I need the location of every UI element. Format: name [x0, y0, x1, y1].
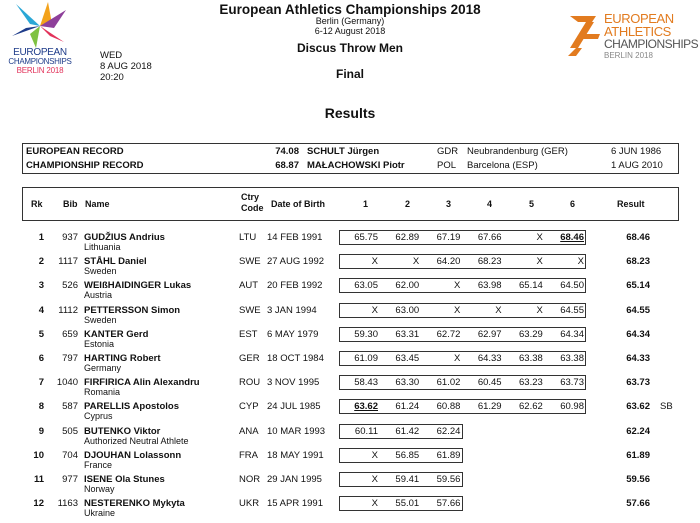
attempt-3: 62.24 [436, 425, 461, 437]
attempt-1: 59.30 [354, 328, 378, 340]
record-date: 6 JUN 1986 [611, 146, 662, 157]
athlete-country: Estonia [84, 338, 115, 349]
bib-cell: 1163 [57, 498, 78, 510]
result-cell: 63.62 [626, 401, 650, 413]
result-cell: 61.89 [626, 449, 650, 461]
attempt-2: 63.45 [395, 353, 420, 364]
bib-cell: 587 [62, 401, 78, 413]
table-row [0, 253, 700, 277]
attempts-box [339, 278, 586, 293]
attempt-2: 59.41 [395, 474, 420, 485]
table-row [0, 423, 700, 447]
country-code: CYP [239, 401, 259, 413]
rank-cell: 10 [33, 449, 44, 461]
results-heading: Results [324, 105, 376, 121]
attempt-3: 61.89 [436, 449, 461, 461]
attempt-2: 63.00 [395, 304, 420, 316]
country-code: EST [239, 328, 258, 340]
attempt-2: 55.01 [395, 498, 420, 510]
attempts-box [339, 448, 463, 463]
record-nat: POL [437, 160, 457, 171]
bib-cell: 659 [62, 328, 78, 340]
date-of-birth: 3 JAN 1994 [267, 304, 317, 316]
athlete-name: HARTING Robert [84, 353, 161, 364]
attempt-3: 61.02 [436, 377, 461, 389]
result-cell: 64.55 [626, 304, 650, 316]
table-row [0, 447, 700, 471]
col-attempt-5: 5 [529, 199, 535, 209]
country-code: ANA [239, 425, 259, 437]
athlete-country: Authorized Neutral Athlete [84, 435, 189, 446]
col-result: Result [617, 199, 645, 209]
athlete-country: France [84, 459, 113, 470]
bib-cell: 937 [62, 232, 78, 243]
athlete-name: PARELLIS Apostolos [84, 401, 179, 413]
attempt-4: 64.33 [477, 353, 502, 364]
logo-left-line3: BERLIN 2018 [16, 66, 64, 75]
record-venue: Neubrandenburg (GER) [467, 146, 568, 157]
record-athlete: SCHULT Jürgen [307, 146, 380, 157]
date-of-birth: 20 FEB 1992 [267, 280, 323, 292]
attempt-6: 68.46 [560, 232, 584, 243]
country-code: SWE [239, 304, 261, 316]
championships-logo-right [566, 12, 698, 68]
logo-right-line4: BERLIN 2018 [604, 51, 653, 60]
attempt-1: 60.11 [354, 425, 378, 437]
attempt-1: 63.62 [354, 401, 378, 413]
athlete-country: Romania [84, 387, 121, 398]
result-cell: 62.24 [626, 425, 650, 437]
attempt-2: 56.85 [395, 449, 420, 461]
table-row [0, 326, 700, 350]
attempt-3: 62.72 [436, 328, 461, 340]
attempt-1: 58.43 [354, 377, 378, 389]
athlete-name: WEIßHAIDINGER Lukas [84, 280, 192, 292]
result-cell: 63.73 [626, 377, 650, 389]
col-dob: Date of Birth [271, 199, 325, 209]
runner-logo-icon [566, 14, 602, 58]
attempt-1: 61.09 [354, 353, 378, 364]
attempt-2: 63.31 [395, 328, 420, 340]
col-attempt-1: 1 [363, 199, 369, 209]
attempt-3: 59.56 [436, 474, 461, 485]
rank-cell: 6 [38, 353, 44, 364]
attempts-box [339, 351, 586, 366]
star-logo-icon [6, 2, 74, 50]
logo-left-line1: EUROPEAN [13, 47, 67, 58]
athlete-country: Ukraine [84, 508, 116, 519]
attempt-6: 60.98 [560, 401, 584, 413]
attempts-box [339, 230, 586, 245]
rank-cell: 11 [33, 474, 44, 485]
athlete-name: GUDŽIUS Andrius [84, 232, 165, 243]
attempts-box [339, 399, 586, 414]
attempt-3: X [454, 353, 461, 364]
country-code: AUT [239, 280, 258, 292]
athlete-country: Germany [84, 363, 122, 373]
country-code: ROU [239, 377, 261, 389]
attempt-3: 57.66 [436, 498, 461, 510]
table-row [0, 495, 700, 519]
athlete-name: FIRFIRICA Alin Alexandru [84, 377, 200, 389]
attempt-5: 62.62 [519, 401, 543, 413]
bib-cell: 1040 [56, 377, 78, 389]
attempt-5: X [536, 232, 543, 243]
records-box [22, 143, 679, 174]
record-label: CHAMPIONSHIP RECORD [26, 160, 144, 171]
remark-cell: SB [660, 401, 673, 413]
athlete-name: ISENE Ola Stunes [84, 474, 165, 485]
record-venue: Barcelona (ESP) [467, 160, 538, 171]
record-label: EUROPEAN RECORD [26, 146, 124, 157]
record-nat: GDR [437, 146, 459, 157]
col-attempt-3: 3 [446, 199, 452, 209]
athlete-name: NESTERENKO Mykyta [84, 498, 185, 510]
bib-cell: 526 [62, 280, 78, 292]
attempt-4: 67.66 [477, 232, 502, 243]
venue-dates: 6-12 August 2018 [314, 26, 386, 36]
rank-cell: 12 [33, 498, 44, 510]
rank-cell: 2 [38, 256, 44, 268]
logo-right-line1: EUROPEAN [604, 11, 674, 26]
col-attempt-2: 2 [405, 199, 411, 209]
record-athlete: MAŁACHOWSKI Piotr [307, 160, 405, 171]
attempt-4: 62.97 [477, 328, 502, 340]
result-cell: 68.23 [626, 256, 650, 268]
athlete-country: Austria [84, 290, 113, 301]
result-cell: 65.14 [626, 280, 650, 292]
attempt-1: 65.75 [354, 232, 378, 243]
championship-record-row [23, 159, 678, 173]
result-cell: 64.33 [626, 353, 650, 364]
date-of-birth: 15 APR 1991 [267, 498, 323, 510]
attempt-2: 62.00 [395, 280, 420, 292]
date-of-birth: 27 AUG 1992 [267, 256, 325, 268]
attempt-1: X [371, 304, 378, 316]
date-of-birth: 6 MAY 1979 [267, 328, 319, 340]
table-row [0, 471, 700, 495]
attempt-5: 63.38 [519, 353, 543, 364]
session-info [100, 50, 152, 83]
logo-right-line2: ATHLETICS [604, 24, 671, 39]
col-attempt-6: 6 [570, 199, 576, 209]
country-code: UKR [239, 498, 260, 510]
attempts-box [339, 424, 463, 439]
date-of-birth: 18 OCT 1984 [267, 353, 324, 364]
round-title: Final [335, 67, 364, 81]
col-code: Code [241, 203, 264, 213]
attempt-4: 68.23 [477, 256, 502, 268]
bib-cell: 704 [62, 449, 78, 461]
attempt-2: 63.30 [395, 377, 420, 389]
bib-cell: 505 [62, 425, 78, 437]
result-cell: 59.56 [626, 474, 650, 485]
table-row [0, 350, 700, 374]
attempts-box [339, 327, 586, 342]
record-mark: 74.08 [275, 146, 299, 157]
athlete-country: Norway [84, 484, 115, 494]
col-attempt-4: 4 [487, 199, 493, 209]
date-of-birth: 29 JAN 1995 [267, 474, 322, 485]
attempt-3: 67.19 [436, 232, 461, 243]
result-cell: 57.66 [626, 498, 650, 510]
table-header [22, 187, 679, 221]
date-of-birth: 10 MAR 1993 [267, 425, 326, 437]
col-name: Name [85, 199, 110, 209]
rank-cell: 5 [38, 328, 44, 340]
attempt-2: X [412, 256, 420, 268]
table-row [0, 229, 700, 253]
attempt-1: X [371, 449, 378, 461]
bib-cell: 1117 [58, 256, 78, 268]
rank-cell: 4 [38, 304, 44, 316]
session-time: 20:20 [100, 72, 124, 83]
attempt-6: X [577, 256, 584, 268]
attempt-1: X [371, 256, 378, 268]
venue-info [170, 16, 530, 36]
result-cell: 64.34 [626, 328, 650, 340]
col-rank: Rk [31, 199, 43, 209]
attempt-3: 60.88 [436, 401, 461, 413]
page-title: European Athletics Championships 2018 [219, 2, 481, 17]
attempt-4: 60.45 [477, 377, 502, 389]
country-code: FRA [239, 449, 258, 461]
attempt-5: X [536, 304, 543, 316]
date-of-birth: 14 FEB 1991 [267, 232, 323, 243]
attempt-6: 64.34 [560, 328, 584, 340]
attempt-1: X [371, 474, 378, 485]
championships-logo-left [6, 2, 74, 78]
country-code: NOR [239, 474, 261, 485]
attempt-4: 63.98 [477, 280, 502, 292]
bib-cell: 1112 [58, 304, 78, 316]
result-cell: 68.46 [626, 232, 650, 243]
col-ctry: Ctry [241, 192, 260, 202]
venue-city: Berlin (Germany) [315, 16, 385, 26]
attempt-4: X [495, 304, 502, 316]
rank-cell: 9 [38, 425, 44, 437]
attempt-5: 63.29 [519, 328, 543, 340]
attempts-box [339, 472, 463, 487]
rank-cell: 7 [38, 377, 44, 389]
attempts-box [339, 496, 463, 511]
attempt-1: 63.05 [354, 280, 378, 292]
athlete-name: KANTER Gerd [84, 328, 149, 340]
table-row [0, 398, 700, 422]
rank-cell: 1 [38, 232, 44, 243]
date-of-birth: 3 NOV 1995 [267, 377, 320, 389]
record-date: 1 AUG 2010 [611, 160, 663, 171]
attempt-5: 65.14 [519, 280, 543, 292]
date-of-birth: 24 JUL 1985 [267, 401, 321, 413]
athlete-name: STÅHL Daniel [84, 256, 147, 268]
rank-cell: 8 [38, 401, 44, 413]
date-of-birth: 18 MAY 1991 [267, 449, 324, 461]
attempts-box [339, 303, 586, 318]
country-code: GER [239, 353, 260, 364]
attempt-3: 64.20 [436, 256, 461, 268]
athlete-country: Sweden [84, 314, 117, 325]
athlete-country: Sweden [84, 266, 117, 277]
athlete-country: Lithuania [84, 242, 121, 252]
attempt-5: 63.23 [519, 377, 543, 389]
attempts-box [339, 375, 586, 390]
country-code: SWE [239, 256, 261, 268]
attempt-3: X [454, 304, 461, 316]
table-row [0, 374, 700, 398]
athlete-name: BUTENKO Viktor [84, 425, 161, 437]
rank-cell: 3 [38, 280, 44, 292]
attempt-1: X [371, 498, 378, 510]
athlete-country: Cyprus [84, 411, 113, 422]
session-day: WED [100, 50, 123, 61]
attempt-3: X [454, 280, 461, 292]
logo-left-line2: CHAMPIONSHIPS [8, 57, 72, 66]
table-row [0, 277, 700, 301]
bib-cell: 977 [62, 474, 78, 485]
athlete-name: PETTERSSON Simon [84, 304, 181, 316]
col-bib: Bib [63, 199, 78, 209]
attempts-box [339, 254, 586, 269]
attempt-4: 61.29 [477, 401, 502, 413]
attempt-6: 63.38 [560, 353, 584, 364]
logo-right-line3: CHAMPIONSHIPS [604, 37, 699, 51]
table-row [0, 302, 700, 326]
country-code: LTU [239, 232, 257, 243]
attempt-6: 64.50 [560, 280, 584, 292]
event-title: Discus Throw Men [296, 41, 403, 55]
attempt-5: X [536, 256, 543, 268]
european-record-row [23, 145, 678, 159]
record-mark: 68.87 [275, 160, 299, 171]
attempt-2: 61.42 [395, 425, 420, 437]
athlete-name: DJOUHAN Lolassonn [84, 449, 182, 461]
bib-cell: 797 [62, 353, 78, 364]
session-date: 8 AUG 2018 [100, 61, 152, 72]
attempt-6: 63.73 [560, 377, 584, 389]
attempt-2: 62.89 [395, 232, 420, 243]
attempt-6: 64.55 [560, 304, 584, 316]
attempt-2: 61.24 [395, 401, 420, 413]
